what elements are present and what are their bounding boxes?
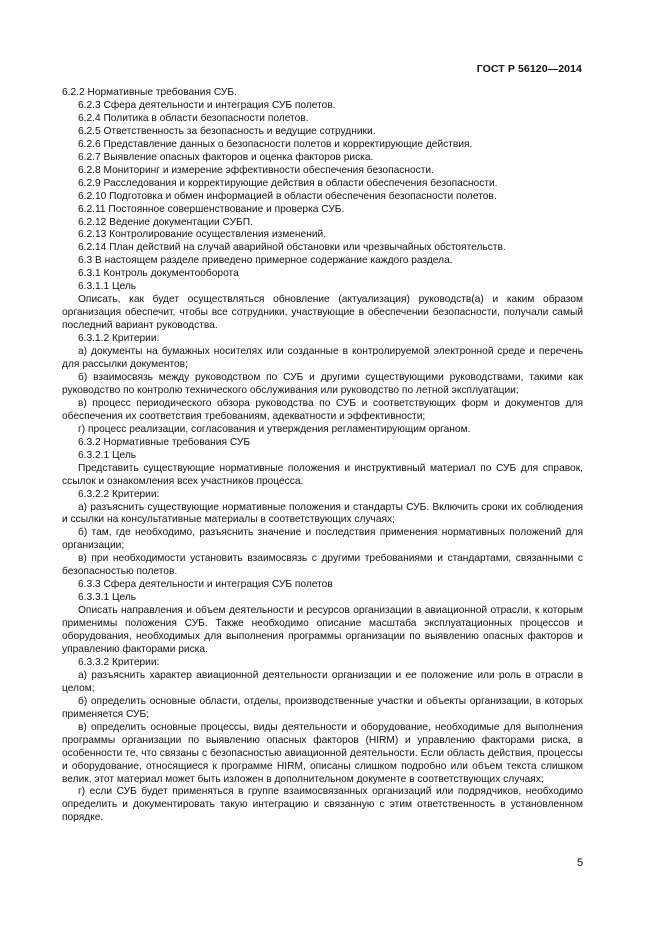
- list-item-6-3-1-2-c: в) процесс периодического обзора руководства по СУБ и соответствующих форм и документов для обеспечения их соответствия требованиям, адекватности и эффективности;: [62, 397, 583, 422]
- list-item-6-3-2-2-b: б) там, где необходимо, разъяснить значение и последствия применения нормативных положений для организации;: [62, 527, 583, 552]
- toc-line-6-2-8: 6.2.8 Мониторинг и измерение эффективности обеспечения безопасности.: [78, 164, 434, 176]
- section-heading-6-3-2: 6.3.2 Нормативные требования СУБ: [78, 436, 251, 448]
- toc-line-6-2-4: 6.2.4 Политика в области безопасности полетов.: [78, 112, 309, 124]
- toc-line-6-2-12: 6.2.12 Ведение документации СУБП.: [78, 216, 253, 228]
- subheading-6-3-1-1: 6.3.1.1 Цель: [78, 281, 137, 293]
- list-item-6-3-3-2-a: а) разъяснить характер авиационной деятельности организации и ее положение или роль в отрасли в целом;: [62, 669, 583, 694]
- list-item-6-3-3-2-b: б) определить основные области, отделы, производственные участки и объекты организации, в которых применяется СУБ;: [62, 695, 583, 720]
- list-item-6-3-1-2-a: а) документы на бумажных носителях или созданные в контролируемой электронной среде и перечень для рассылки документов;: [62, 346, 583, 371]
- subheading-6-3-1-2: 6.3.1.2 Критерии:: [78, 333, 160, 345]
- list-item-6-3-3-2-d: г) если СУБ будет применяться в группе взаимосвязанных организаций или подрядчиков, необходимо определить и документировать такую интеграцию и связанную с этим ответственность в установленном порядке.: [62, 786, 583, 824]
- subheading-6-3-2-1: 6.3.2.1 Цель: [78, 449, 137, 461]
- section-heading-6-3-3: 6.3.3 Сфера деятельности и интеграция СУБ полетов: [78, 579, 333, 591]
- list-item-6-3-2-2-c: в) при необходимости установить взаимосвязь с другими требованиями и стандартами, связанными с безопасностью полетов.: [62, 553, 583, 578]
- list-item-6-3-1-2-b: б) взаимосвязь между руководством по СУБ и другими существующими руководствами, такими как руководство по контролю технического обслуживания или руководство по летной эксплуатации;: [62, 371, 583, 396]
- list-item-6-3-1-2-d: г) процесс реализации, согласования и утверждения регламентирующим органом.: [78, 423, 471, 435]
- list-item-6-3-3-2-c: в) определить основные процессы, виды деятельности и оборудование, необходимые для выполнения программы организации по выявлению опасных факторов (HIRM) и управлению факторами риска, в особенности те, что связаны с безопасностью авиационной деятельности. Если область действия, процессы и оборудование, относящиеся к программе HIRM, описаны слишком подробно или объем текста слишком велик, этот материал может быть изложен в дополнительном документе в соответствующих случаях;: [62, 721, 583, 785]
- paragraph-6-3-1-1-goal: Описать, как будет осуществляться обновление (актуализация) руководств(а) и каким образом организация обеспечит, чтобы все сотрудники, участвующие в обеспечении безопасности, получали самый последний вариант руководства.: [62, 294, 583, 332]
- section-heading-6-3-1: 6.3.1 Контроль документооборота: [78, 268, 239, 280]
- toc-line-6-2-13: 6.2.13 Контролирование осуществления изменений.: [78, 229, 327, 241]
- toc-line-6-2-14: 6.2.14 План действий на случай аварийной обстановки или чрезвычайных обстоятельств.: [78, 242, 506, 254]
- toc-line-6-2-3: 6.2.3 Сфера деятельности и интеграция СУБ полетов.: [78, 99, 336, 111]
- toc-line-6-2-6: 6.2.6 Представление данных о безопасности полетов и корректирующие действия.: [78, 138, 473, 150]
- toc-line-6-2-9: 6.2.9 Расследования и корректирующие действия в области обеспечения безопасности.: [78, 177, 498, 189]
- page-number: 5: [577, 857, 584, 869]
- document-body: [62, 87, 583, 825]
- list-item-6-3-2-2-a: а) разъяснить существующие нормативные положения и стандарты СУБ. Включить сроки их соблюдения и ссылки на консультативные материалы в соответствующих случаях;: [62, 501, 583, 526]
- toc-line-6-2-10: 6.2.10 Подготовка и обмен информацией в области обеспечения безопасности полетов.: [78, 190, 497, 202]
- paragraph-6-3-3-1-goal: Описать направления и объем деятельности и ресурсов организации в авиационной отрасли, к которым применимы положения СУБ. Также необходимо описание масштаба эксплуатационных процессов и оборудования, необходимых для выполнения программы организации по выявлению опасных факторов и управлению факторами риска.: [62, 605, 583, 655]
- toc-line-6-2-2: 6.2.2 Нормативные требования СУБ.: [62, 87, 237, 98]
- subheading-6-3-3-2: 6.3.3.2 Критерии:: [78, 656, 160, 668]
- subheading-6-3-2-2: 6.3.2.2 Критерии:: [78, 488, 160, 500]
- toc-line-6-2-7: 6.2.7 Выявление опасных факторов и оценка факторов риска.: [78, 151, 374, 163]
- paragraph-6-3-2-1-goal: Представить существующие нормативные положения и инструктивный материал по СУБ для справок, ссылок и ознакомления всех участников процесса.: [62, 462, 583, 487]
- document-header-id: ГОСТ Р 56120—2014: [476, 63, 582, 75]
- toc-line-6-2-5: 6.2.5 Ответственность за безопасность и ведущие сотрудники.: [78, 125, 376, 137]
- section-6-3-intro: 6.3 В настоящем разделе приведено примерное содержание каждого раздела.: [78, 255, 453, 267]
- subheading-6-3-3-1: 6.3.3.1 Цель: [78, 592, 137, 604]
- toc-line-6-2-11: 6.2.11 Постоянное совершенствование и проверка СУБ.: [78, 203, 345, 215]
